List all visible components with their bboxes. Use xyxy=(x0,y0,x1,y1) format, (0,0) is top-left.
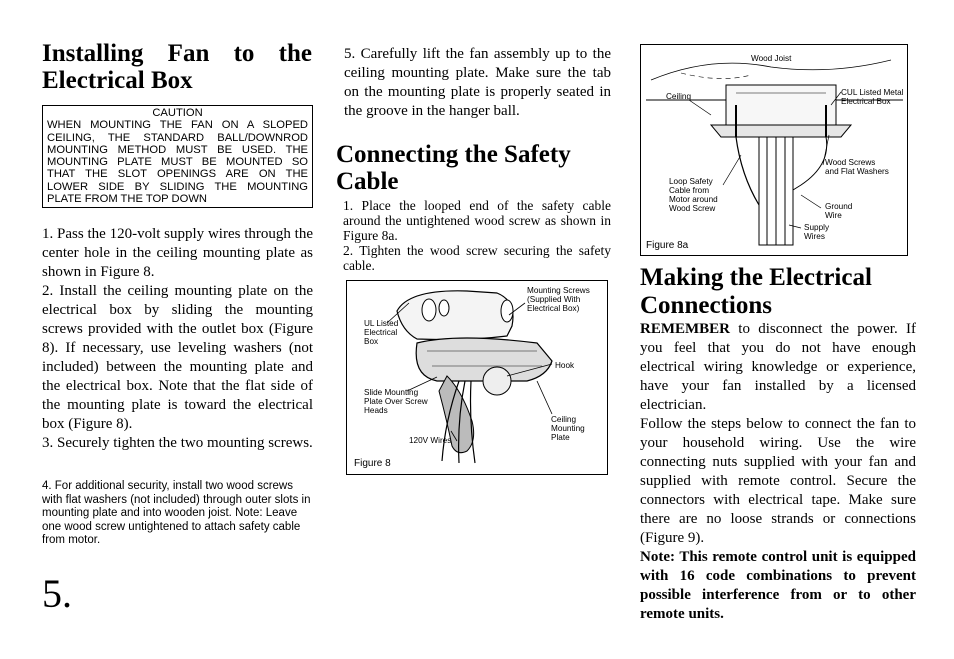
label-cul-listed-metal-box: CUL Listed Metal Electrical Box xyxy=(841,88,904,106)
section-heading-installing xyxy=(42,40,312,94)
heading-line-2: Cable xyxy=(336,168,399,195)
heading-line-2: Electrical Box xyxy=(42,67,193,94)
label-slide-mounting-plate: Slide Mounting Plate Over Screw Heads xyxy=(364,388,428,415)
label-120v-wires: 120V Wires xyxy=(409,436,452,445)
step-2: 2. Install the ceiling mounting plate on the electrical box by sliding the mounting screws provided with the outlet box (Figure 8). If necessary, use leveling washers (not included) between the mounting plate and the electrical box. Note that the flat side of the mounting plate is toward the electrical box (Figure 8). xyxy=(42,283,313,432)
install-steps xyxy=(42,225,313,453)
safety-step-2: 2. Tighten the wood screw securing the safety cable. xyxy=(343,243,611,273)
figure-8a-caption: Figure 8a xyxy=(646,240,689,251)
caution-title: CAUTION xyxy=(152,107,203,119)
label-wood-joist: Wood Joist xyxy=(751,54,792,63)
electrical-text xyxy=(640,320,916,624)
remember-paragraph xyxy=(640,320,916,415)
caution-box xyxy=(42,105,313,208)
label-ceiling-mounting-plate: Ceiling Mounting Plate xyxy=(551,415,585,442)
heading-line-1: Installing Fan to the xyxy=(42,40,312,67)
label-ground-wire: Ground Wire xyxy=(825,202,853,220)
note-paragraph: Note: This remote control unit is equipped with 16 code combinations to prevent possible interference from or to other remote units. xyxy=(640,549,916,622)
label-ceiling: Ceiling xyxy=(666,92,692,101)
heading-line-1: Making the Electrical xyxy=(640,264,872,291)
remember-label: REMEMBER xyxy=(640,321,730,337)
heading-line-2: Connections xyxy=(640,292,772,319)
step-4: 4. For additional security, install two wood screws with flat washers (not included) through outer slots in mounting plate and into wooden joist. Note: Leave one wood screw untightened to attach safety cable from motor. xyxy=(42,480,311,547)
page-number: 5. xyxy=(42,571,72,616)
label-ul-electrical-box: UL Listed Electrical Box xyxy=(364,319,399,346)
figure-8a xyxy=(640,44,908,256)
caution-text: WHEN MOUNTING THE FAN ON A SLOPED CEILING, THE STANDARD BALL/DOWNROD MOUNTING METHOD MUST BE USED. THE MOUNTING PLATE MUST BE MOUNTED SO THAT THE SLOT OPENINGS ARE ON THE LOWER SIDE BY SLIDING THE MOUNTING PLATE FROM THE TOP DOWN xyxy=(47,119,308,206)
section-heading-electrical xyxy=(640,264,930,320)
section-heading-safety-cable xyxy=(336,141,616,195)
label-wood-screws-washers: Wood Screws and Flat Washers xyxy=(825,158,889,176)
figure-8 xyxy=(346,280,608,475)
label-mounting-screws: Mounting Screws (Supplied With Electrical Box) xyxy=(527,286,590,313)
safety-cable-steps xyxy=(343,198,611,273)
step-5: 5. Carefully lift the fan assembly up to the ceiling mounting plate. Make sure the tab on the mounting plate is properly seated in the groove in the hanger ball. xyxy=(344,46,611,119)
safety-step-1: 1. Place the looped end of the safety cable around the untightened wood screw as shown in Figure 8a. xyxy=(343,198,611,243)
label-supply-wires: Supply Wires xyxy=(804,223,830,241)
follow-paragraph: Follow the steps below to connect the fan to your household wiring. Use the wire connecting nuts supplied with your fan and supplied with remote control. Secure the connectors with electrical tape. Make sure there are no loose strands or connections (Figure 9). xyxy=(640,416,916,546)
step-3: 3. Securely tighten the two mounting screws. xyxy=(42,435,313,451)
figure-8-caption: Figure 8 xyxy=(354,458,391,469)
heading-line-1: Connecting the Safety xyxy=(336,141,571,168)
figure-8a-illustration xyxy=(641,45,907,255)
label-loop-safety-cable: Loop Safety Cable from Motor around Wood Screw xyxy=(669,177,718,213)
remember-text: to disconnect the power. If you feel that you do not have enough electrical wiring knowledge or experience, have your fan installed by a licensed electrician. xyxy=(640,321,916,413)
step-1: 1. Pass the 120-volt supply wires through the center hole in the ceiling mounting plate as shown in Figure 8. xyxy=(42,226,313,280)
label-hook: Hook xyxy=(555,361,575,370)
